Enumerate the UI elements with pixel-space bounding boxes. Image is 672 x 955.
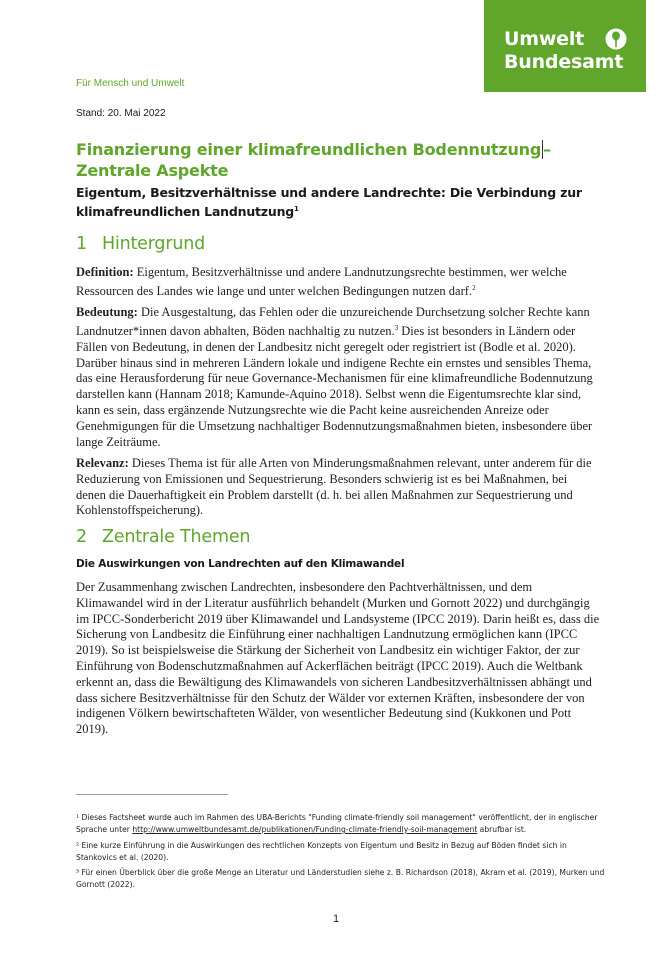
footnote-ref: 3 — [394, 323, 399, 332]
section-heading-1 — [76, 234, 205, 254]
bedeutung-paragraph — [76, 305, 600, 450]
title-line-1: Finanzierung einer klimafreundlichen Bodennutzung — [76, 140, 542, 159]
section-heading-2 — [76, 527, 250, 547]
footnote-3 — [76, 867, 606, 891]
relevanz-paragraph — [76, 456, 600, 519]
page-number: 1 — [332, 913, 340, 925]
definition-text: Eigentum, Besitzverhältnisse und andere Landnutzungsrechte bestimmen, wer welche Ressourcen des Landes wie lange und unter welchen Bedingungen nutzen darf. — [76, 265, 567, 298]
tree-in-circle-icon — [605, 28, 627, 50]
date-stamp: Stand: 20. Mai 2022 — [76, 108, 166, 119]
subtitle-text: Eigentum, Besitzverhältnisse und andere Landrechte: Die Verbindung zur klimafreundlichen Landnutzung — [76, 185, 582, 220]
footnote-2 — [76, 840, 606, 864]
section-title: Hintergrund — [102, 234, 206, 254]
document-title — [76, 139, 576, 181]
footnote-1 — [76, 812, 606, 836]
subsection-heading: Die Auswirkungen von Landrechten auf den Klimawandel — [76, 558, 405, 570]
footnote-mark: ² — [76, 841, 80, 850]
section-number: 1 — [76, 234, 87, 254]
footnote-mark: ¹ — [76, 813, 80, 822]
footnote-ref: 1 — [294, 205, 299, 213]
footnote-ref: 2 — [472, 283, 476, 292]
document-subtitle — [76, 184, 596, 220]
footnote-separator — [76, 794, 228, 795]
bedeutung-label: Bedeutung: — [76, 305, 138, 319]
definition-paragraph — [76, 265, 600, 300]
relevanz-label: Relevanz: — [76, 456, 129, 470]
footnote-mark: ³ — [76, 868, 80, 877]
uba-logo — [484, 0, 646, 92]
title-line-2: Zentrale Aspekte — [76, 161, 229, 180]
footnote-text: Dieses Factsheet wurde auch im Rahmen des UBA-Berichts "Funding climate-friendly soil management" veröffentlicht, der in englischer Sprache unter — [76, 813, 598, 834]
footnote-link[interactable]: http://www.umweltbundesamt.de/publikationen/Funding-climate-friendly-soil-management — [132, 825, 478, 834]
section-title: Zentrale Themen — [102, 527, 251, 547]
footnote-text-end: abrufbar ist. — [477, 825, 527, 834]
bedeutung-text-2: Dies ist besonders in Ländern oder Fällen von Bedeutung, in denen der Landbesitz nicht geregelt oder registriert ist (Bodle et al. 2020). Darüber hinaus sind in mehreren Ländern lokale und indigene Rechte ein ernstes und sensibles Thema, das eine Herausforderung für neue Governance-Mechanismen für eine klimafreundliche Bodennutzung darstellen kann (Hannam 2018; Kamunde-Aquino 2018). Selbst wenn die Eigentumsrechte klar sind, kann es sein, dass ergänzende Nutzungsrechte wie die Pacht keine ausreichenden Anreize oder Genehmigungen für die Umsetzung nachhaltiger Bodennutzungsmaßnahmen bieten, insbesondere über lange Zeiträume. — [76, 323, 593, 449]
bedeutung-text-1: Die Ausgestaltung, das Fehlen oder die unzureichende Durchsetzung solcher Rechte kann Landnutzer*innen davon abhalten, Böden nachhaltig zu nutzen. — [76, 305, 590, 338]
logo-line-1: Umwelt — [504, 28, 585, 50]
title-dash: – — [543, 140, 551, 159]
relevanz-text: Dieses Thema ist für alle Arten von Minderungsmaßnahmen relevant, unter anderem für die Reduzierung von Emissionen und Sequestrierung. Besonders schwierig ist es bei Maßnahmen, bei denen die Dauerhaftigkeit ein Problem darstellt (d. h. bei allen Maßnahmen zur Sequestrierung und Kohlenstoffspeicherung). — [76, 456, 592, 518]
logo-line-2: Bundesamt — [504, 51, 624, 73]
definition-label: Definition: — [76, 265, 134, 279]
footnote-text: Für einen Überblick über die große Menge an Literatur und Länderstudien siehe z. B. Richardson (2018), Akram et al. (2019), Murken und Gornott (2022). — [76, 868, 605, 889]
footnote-text: Eine kurze Einführung in die Auswirkungen des rechtlichen Konzepts von Eigentum und Besitz in Bezug auf Böden findet sich in Stankovics et al. (2020). — [76, 841, 567, 862]
tagline: Für Mensch und Umwelt — [76, 78, 185, 89]
landrechte-paragraph: Der Zusammenhang zwischen Landrechten, insbesondere den Pachtverhältnissen, und dem Klimawandel wird in der Literatur ausführlich behandelt (Murken und Gornott 2022) und durchgängig im IPCC-Sonderbericht 2019 über Klimawandel und Landsysteme (IPCC 2019). Darin heißt es, dass die Sicherung von Landbesitz die Einführung einer nachhaltigen Landnutzung ermöglichen kann (IPCC 2019). So ist beispielsweise die Stärkung der Sicherheit von Landbesitz ein wichtiger Faktor, der zur Einführung von Bodenschutzmaßnahmen auf Ackerflächen beiträgt (IPCC 2019). Auch die Weltbank erkennt an, dass die Bewältigung des Klimawandels von sicheren Landbesitzverhältnissen abhängt und dass sichere Besitzverhältnisse für den Schutz der Wälder vor externen Kräften, insbesondere der von indigenen Völkern bewirtschafteten Wälder, von wesentlicher Bedeutung sind (Kukkonen und Pott 2019). — [76, 580, 600, 737]
section-number: 2 — [76, 527, 87, 547]
